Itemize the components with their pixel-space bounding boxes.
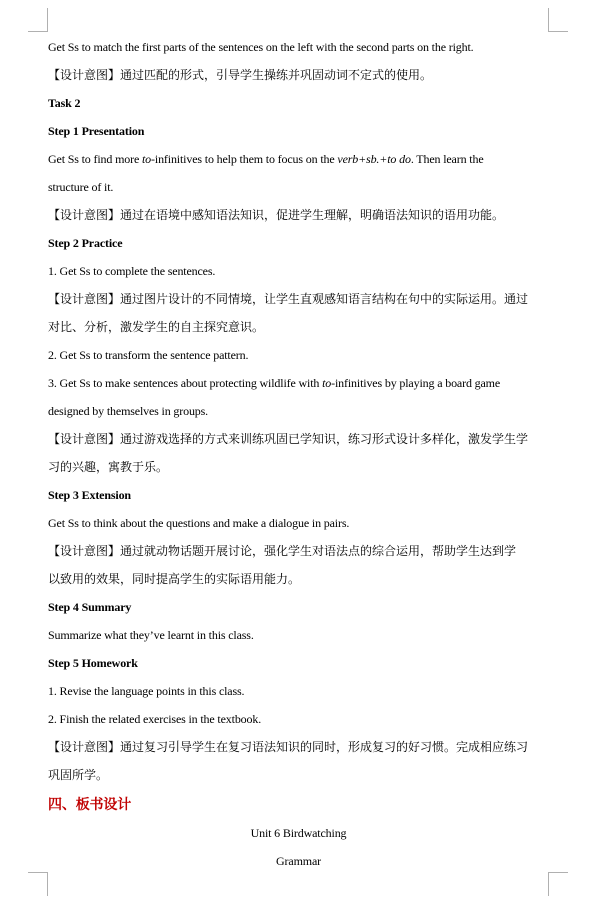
text-run-italic: verb+sb.+to do bbox=[337, 152, 411, 166]
text-run-italic: to bbox=[142, 152, 152, 166]
paragraph-summary: Summarize what they’ve learnt in this class. bbox=[48, 628, 254, 642]
paragraph-structure: structure of it. bbox=[48, 180, 114, 194]
corner-mark-bottom-left bbox=[47, 872, 48, 896]
step-5-heading: Step 5 Homework bbox=[48, 656, 138, 670]
corner-mark-top-right-h bbox=[548, 31, 568, 32]
corner-mark-bottom-right bbox=[548, 872, 549, 896]
blackboard-subtitle: Grammar bbox=[276, 854, 321, 868]
design-intent-4-line-2: 习的兴趣，寓教于乐。 bbox=[48, 460, 169, 474]
text-run: -infinitives by playing a board game bbox=[331, 376, 501, 390]
paragraph-find-infinitives bbox=[48, 152, 559, 166]
section-4-heading: 四、板书设计 bbox=[48, 797, 132, 813]
paragraph-dialogue: Get Ss to think about the questions and make a dialogue in pairs. bbox=[48, 516, 350, 530]
text-run-italic: to bbox=[322, 376, 332, 390]
step-4-heading: Step 4 Summary bbox=[48, 600, 132, 614]
corner-mark-top-left bbox=[47, 8, 48, 32]
design-intent-4-line-1: 【设计意图】通过游戏选择的方式来训练巩固已学知识，练习形式设计多样化，激发学生学 bbox=[48, 432, 529, 446]
corner-mark-bottom-left-h bbox=[28, 872, 48, 873]
homework-item-2: 2. Finish the related exercises in the textbook. bbox=[48, 712, 262, 726]
corner-mark-top-right bbox=[548, 8, 549, 32]
design-intent-3-line-1: 【设计意图】通过图片设计的不同情境，让学生直观感知语言结构在句中的实际运用。通过 bbox=[48, 292, 529, 306]
design-intent-5-line-2: 以致用的效果，同时提高学生的实际语用能力。 bbox=[48, 572, 301, 586]
text-run: . Then learn the bbox=[410, 152, 484, 166]
corner-mark-top-left-h bbox=[28, 31, 48, 32]
design-intent-6-line-2: 巩固所学。 bbox=[48, 768, 109, 782]
design-intent-2: 【设计意图】通过在语境中感知语法知识，促进学生理解，明确语法知识的语用功能。 bbox=[48, 208, 505, 222]
step-2-heading: Step 2 Practice bbox=[48, 236, 123, 250]
text-run: -infinitives to help them to focus on the bbox=[151, 152, 338, 166]
design-intent-5-line-1: 【设计意图】通过就动物话题开展讨论，强化学生对语法点的综合运用，帮助学生达到学 bbox=[48, 544, 517, 558]
design-intent-1: 【设计意图】通过匹配的形式，引导学生操练并巩固动词不定式的使用。 bbox=[48, 68, 433, 82]
text-run: 3. Get Ss to make sentences about protecting wildlife with bbox=[48, 376, 323, 390]
blackboard-unit-title: Unit 6 Birdwatching bbox=[250, 826, 347, 840]
homework-item-1: 1. Revise the language points in this class. bbox=[48, 684, 245, 698]
design-intent-6-line-1: 【设计意图】通过复习引导学生在复习语法知识的同时，形成复习的好习惯。完成相应练习 bbox=[48, 740, 529, 754]
practice-item-2: 2. Get Ss to transform the sentence pattern. bbox=[48, 348, 249, 362]
corner-mark-bottom-right-h bbox=[548, 872, 568, 873]
practice-item-3 bbox=[48, 376, 559, 390]
step-1-heading: Step 1 Presentation bbox=[48, 124, 145, 138]
task-2-heading: Task 2 bbox=[48, 96, 81, 110]
design-intent-3-line-2: 对比、分析，激发学生的自主探究意识。 bbox=[48, 320, 265, 334]
practice-item-3-cont: designed by themselves in groups. bbox=[48, 404, 209, 418]
paragraph-match-sentences: Get Ss to match the first parts of the sentences on the left with the second parts on the right. bbox=[48, 40, 474, 54]
step-3-heading: Step 3 Extension bbox=[48, 488, 131, 502]
text-run: Get Ss to find more bbox=[48, 152, 142, 166]
practice-item-1: 1. Get Ss to complete the sentences. bbox=[48, 264, 216, 278]
